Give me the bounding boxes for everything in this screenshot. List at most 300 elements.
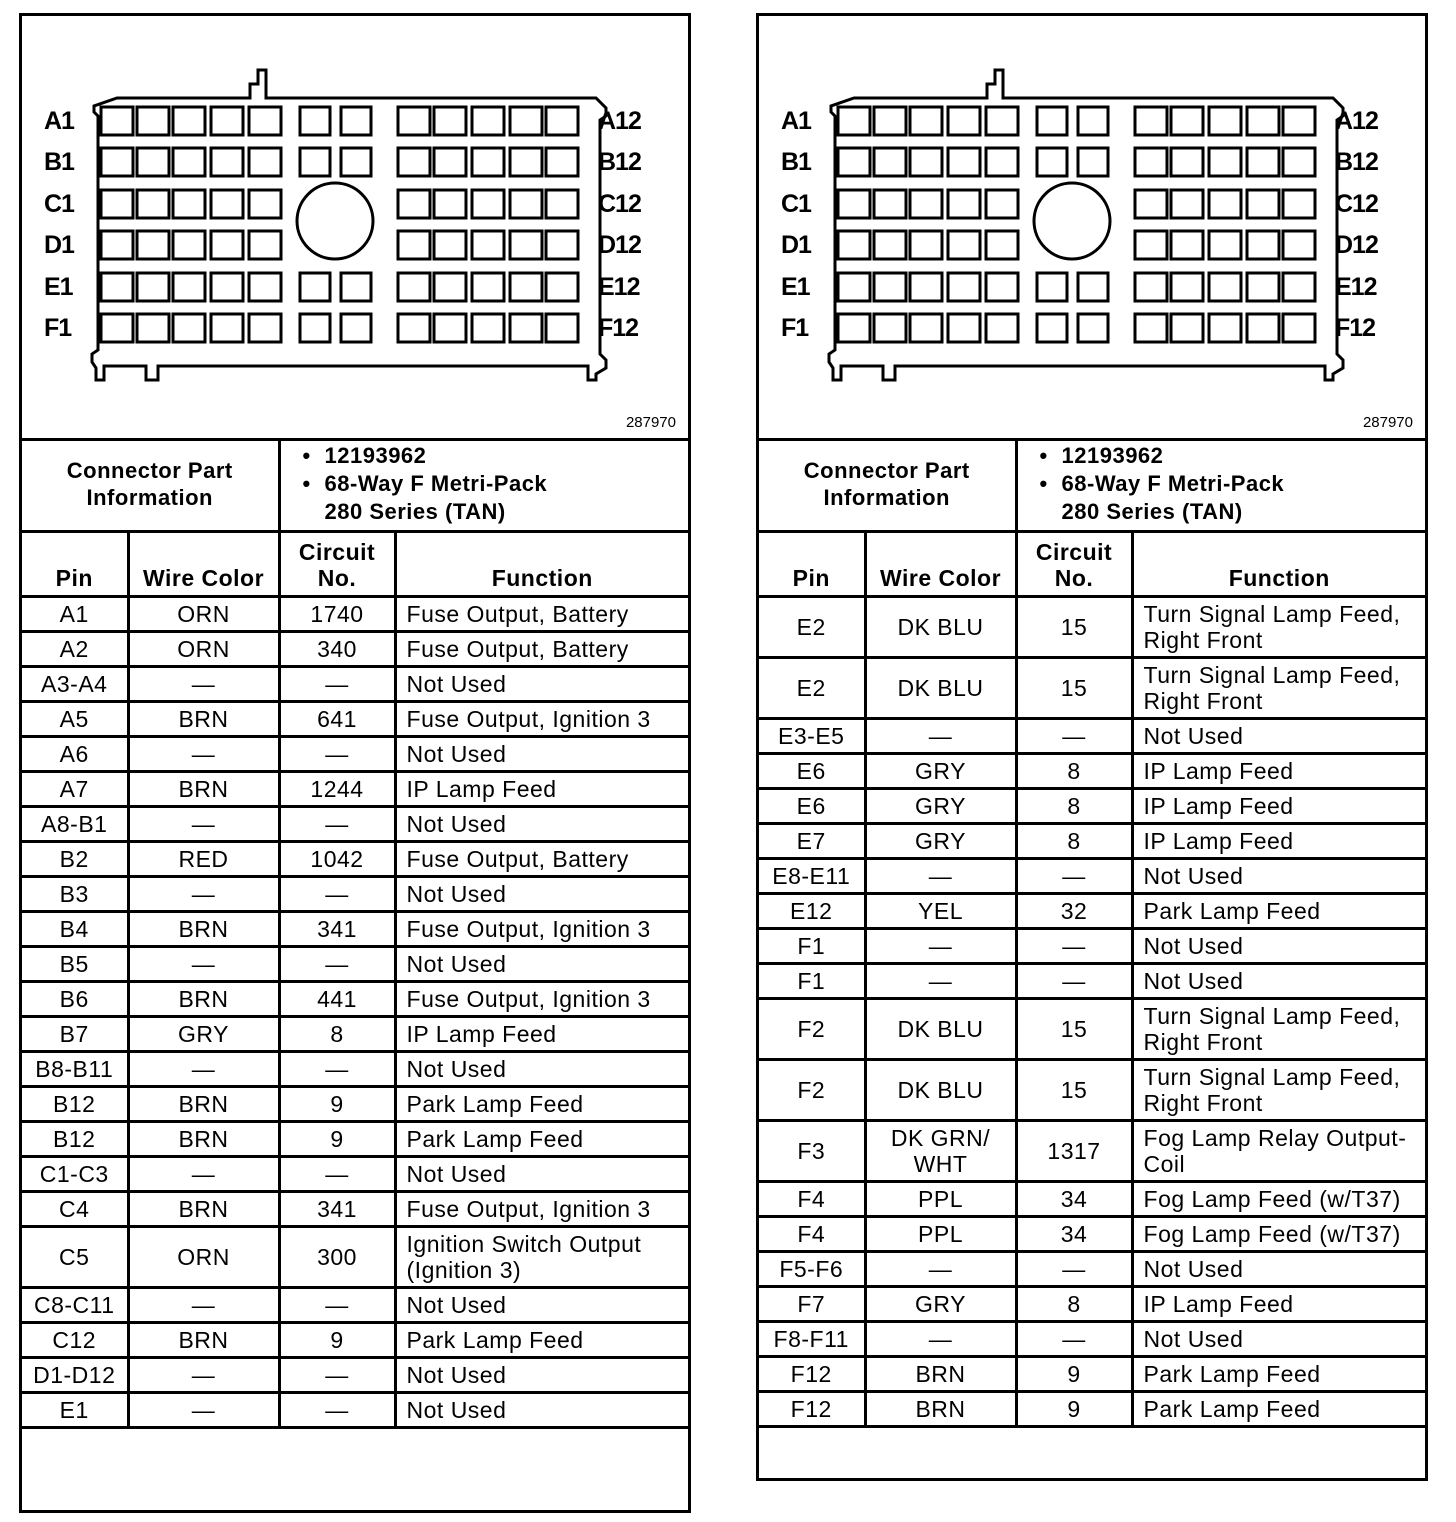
pin-cavity [1247,314,1279,342]
pin-label-right: A12 [1335,107,1378,135]
function-cell: Park Lamp Feed [1132,894,1425,929]
pin-cell: C12 [22,1323,128,1358]
pin-cell: F7 [759,1287,865,1322]
pin-cavity [1247,231,1279,259]
pin-cell: F12 [759,1392,865,1427]
pin-cell: E3-E5 [759,719,865,754]
table-row [22,1288,688,1323]
pin-cell: A1 [22,597,128,632]
circuit-cell: — [279,877,395,912]
pin-cavity [300,148,330,176]
pin-cell: F2 [759,999,865,1060]
pin-cavity [1037,107,1067,135]
wire-color-cell: — [128,947,279,982]
pin-cell: B6 [22,982,128,1017]
circuit-cell: 15 [1016,1060,1132,1121]
wire-color-cell: — [865,859,1016,894]
function-cell: Turn Signal Lamp Feed, Right Front [1132,999,1425,1060]
wire-color-cell: — [128,1157,279,1192]
center-bolt-hole [297,183,373,259]
wire-color-cell: GRY [128,1017,279,1052]
pin-cavity [1283,273,1315,301]
pin-cell: F4 [759,1182,865,1217]
pin-cavity [300,273,330,301]
function-cell: Not Used [1132,719,1425,754]
pin-cavity [510,273,542,301]
function-cell: Not Used [395,1052,688,1087]
wire-color-cell: BRN [128,1323,279,1358]
pin-cavity [948,314,980,342]
wire-color-cell: — [128,737,279,772]
table-row [759,658,1425,719]
connector-part-info [279,438,688,532]
circuit-cell: — [279,1393,395,1428]
pin-cavity [472,314,504,342]
function-cell: Park Lamp Feed [1132,1357,1425,1392]
function-cell: Not Used [395,737,688,772]
pin-cavity [510,107,542,135]
circuit-cell: 8 [1016,824,1132,859]
pin-cavity [910,148,942,176]
pin-cavity [838,273,870,301]
table-row [22,1192,688,1227]
part-description-line1: 68-Way F Metri-Pack [324,471,548,496]
table-row [22,947,688,982]
pin-cavity [1171,148,1203,176]
wire-color-cell: — [128,1393,279,1428]
pin-label-right: D12 [1335,231,1378,259]
function-cell: Fuse Output, Ignition 3 [395,702,688,737]
table-row [22,1052,688,1087]
pin-cell: B3 [22,877,128,912]
pin-cavity [986,190,1018,218]
function-cell: Fog Lamp Feed (w/T37) [1132,1217,1425,1252]
circuit-cell: 8 [1016,1287,1132,1322]
col-function: Function [1132,532,1425,597]
pin-cell: A7 [22,772,128,807]
pin-cavity [910,273,942,301]
circuit-cell: — [1016,1322,1132,1357]
circuit-cell: 441 [279,982,395,1017]
table-row [759,1392,1425,1427]
table-row [22,1323,688,1358]
table-row [22,597,688,632]
pin-cavity [1078,148,1108,176]
pin-cavity [510,190,542,218]
part-description [325,470,688,526]
pin-cavity [1171,231,1203,259]
column-headers [22,532,688,597]
pin-cavity [948,273,980,301]
pin-cavity [472,107,504,135]
part-number: • 12193962 [1062,442,1425,470]
function-cell: IP Lamp Feed [1132,754,1425,789]
wire-color-cell: BRN [128,982,279,1017]
circuit-cell: — [1016,1252,1132,1287]
pin-cell: C1-C3 [22,1157,128,1192]
table-row [22,1157,688,1192]
pin-label-right: C12 [1335,190,1378,218]
figure-number: 287970 [1362,414,1413,431]
pin-label-left: A1 [44,107,74,135]
pin-cell: F5-F6 [759,1252,865,1287]
pin-cavity [838,231,870,259]
pin-cell: A8-B1 [22,807,128,842]
wire-color-cell: BRN [128,772,279,807]
table-row [22,877,688,912]
table-row [22,842,688,877]
pin-cavity [249,273,281,301]
pin-cavity [398,148,430,176]
pin-cavity [137,190,169,218]
pin-cell: E6 [759,789,865,824]
function-cell: Park Lamp Feed [1132,1392,1425,1427]
pin-cavity [1209,148,1241,176]
wire-color-cell: BRN [128,1192,279,1227]
wire-color-cell: BRN [865,1392,1016,1427]
pin-cavity [986,231,1018,259]
pin-cavity [398,273,430,301]
pin-cavity [137,273,169,301]
pin-label-left: C1 [44,190,74,218]
function-cell: Park Lamp Feed [395,1122,688,1157]
circuit-cell: 641 [279,702,395,737]
wire-color-cell: PPL [865,1182,1016,1217]
wire-color-cell: PPL [865,1217,1016,1252]
pin-cell: F3 [759,1121,865,1182]
table-row [759,1060,1425,1121]
wire-color-cell: DK BLU [865,597,1016,658]
pin-cell: A2 [22,632,128,667]
function-cell: IP Lamp Feed [1132,824,1425,859]
col-pin: Pin [22,532,128,597]
table-row [759,999,1425,1060]
pin-cavity [211,231,243,259]
pin-cavity [546,107,578,135]
pin-cavity [1135,231,1167,259]
wire-color-cell: — [128,1358,279,1393]
wire-color-cell: — [865,1322,1016,1357]
pin-cavity [1135,273,1167,301]
pin-label-left: E1 [781,273,810,301]
pin-cavity [510,231,542,259]
wire-color-cell: GRY [865,789,1016,824]
pin-cavity [1247,273,1279,301]
function-cell: Not Used [395,1393,688,1428]
function-cell: IP Lamp Feed [1132,1287,1425,1322]
pin-cell: E6 [759,754,865,789]
connector-panel-right [756,13,1428,1481]
function-cell: Not Used [1132,1322,1425,1357]
pin-label-left: A1 [781,107,811,135]
pin-cavity [986,148,1018,176]
pin-cavity [211,148,243,176]
pin-cavity [1283,314,1315,342]
wire-color-cell: DK BLU [865,999,1016,1060]
table-row [759,1357,1425,1392]
pin-cavity [1135,314,1167,342]
pin-cell: D1-D12 [22,1358,128,1393]
pin-cavity [173,148,205,176]
function-cell: Fuse Output, Battery [395,632,688,667]
table-row [759,597,1425,658]
pin-cavity [341,273,371,301]
function-cell: Fog Lamp Relay Output-Coil [1132,1121,1425,1182]
pin-cell: E1 [22,1393,128,1428]
pin-cavity [300,314,330,342]
circuit-cell: — [279,1358,395,1393]
pin-label-left: B1 [44,148,74,176]
function-cell: Park Lamp Feed [395,1323,688,1358]
pin-cavity [986,107,1018,135]
table-row [759,754,1425,789]
circuit-cell: — [279,1288,395,1323]
pin-cell: A6 [22,737,128,772]
pin-cavity [434,190,466,218]
pin-cavity [137,231,169,259]
pin-cavity [1078,314,1108,342]
pin-cell: C8-C11 [22,1288,128,1323]
pin-cavity [1283,190,1315,218]
circuit-cell: — [279,737,395,772]
pin-cavity [510,148,542,176]
function-cell: Ignition Switch Output (Ignition 3) [395,1227,688,1288]
pin-label-left: D1 [781,231,811,259]
function-cell: Not Used [395,1358,688,1393]
pin-cavity [398,314,430,342]
wire-color-cell: ORN [128,1227,279,1288]
table-row [759,859,1425,894]
circuit-cell: — [279,1157,395,1192]
pin-cell: A5 [22,702,128,737]
part-description-line2: 280 Series (TAN) [324,499,506,524]
circuit-cell: — [1016,929,1132,964]
pin-cavity [1283,107,1315,135]
pinout-table [22,438,688,1429]
wire-color-cell: ORN [128,632,279,667]
pin-cavity [1078,107,1108,135]
function-cell: Not Used [1132,859,1425,894]
wire-color-cell: — [128,807,279,842]
function-cell: Fog Lamp Feed (w/T37) [1132,1182,1425,1217]
pin-cavity [1037,273,1067,301]
connector-panel-left [19,13,691,1513]
pin-cavity [472,231,504,259]
pin-cell: B12 [22,1122,128,1157]
pin-cavity [1037,314,1067,342]
circuit-cell: 32 [1016,894,1132,929]
pin-cavity [510,314,542,342]
pin-cavity [101,107,133,135]
circuit-cell: 1317 [1016,1121,1132,1182]
pin-cavity [1135,107,1167,135]
table-row [22,912,688,947]
wire-color-cell: RED [128,842,279,877]
table-row [759,894,1425,929]
function-cell: Not Used [395,877,688,912]
col-circuit [279,532,395,597]
table-row [759,1287,1425,1322]
pin-label-right: E12 [598,273,640,301]
pin-cavity [948,231,980,259]
pinout-table [759,438,1425,1428]
circuit-cell: 9 [279,1087,395,1122]
table-row [22,1017,688,1052]
pin-cavity [101,190,133,218]
pin-cavity [101,314,133,342]
wire-color-cell: — [865,719,1016,754]
circuit-cell: 34 [1016,1217,1132,1252]
circuit-cell: — [279,1052,395,1087]
pin-cavity [948,107,980,135]
pin-label-right: B12 [1335,148,1378,176]
pin-cavity [1171,190,1203,218]
table-row [759,1217,1425,1252]
function-cell: Fuse Output, Battery [395,597,688,632]
circuit-cell: 8 [1016,754,1132,789]
circuit-cell: 1042 [279,842,395,877]
pin-cavity [211,273,243,301]
pin-cavity [434,148,466,176]
pin-label-left: B1 [781,148,811,176]
pinout-rows [759,597,1425,1427]
pin-cavity [874,190,906,218]
table-row [759,824,1425,859]
pin-cavity [874,148,906,176]
pin-cell: E7 [759,824,865,859]
pin-label-left: E1 [44,273,73,301]
wire-color-cell: DK BLU [865,658,1016,719]
wire-color-cell: — [865,1252,1016,1287]
function-cell: Not Used [395,1288,688,1323]
pin-cavity [838,314,870,342]
pin-label-right: A12 [598,107,641,135]
circuit-cell: — [279,807,395,842]
table-row [22,982,688,1017]
pin-cavity [173,314,205,342]
connector-diagram [22,16,688,441]
pin-cavity [211,314,243,342]
wire-color-cell: — [128,667,279,702]
pin-cavity [300,107,330,135]
table-row [759,929,1425,964]
pin-cavity [434,314,466,342]
circuit-cell: — [1016,964,1132,999]
circuit-cell: 15 [1016,999,1132,1060]
circuit-cell: 8 [279,1017,395,1052]
pin-label-left: F1 [44,314,72,342]
pin-cavity [249,107,281,135]
pin-cell: C4 [22,1192,128,1227]
table-row [22,1087,688,1122]
wire-color-cell: — [128,1288,279,1323]
connector-part-label: Connector Part Information [22,438,279,532]
function-cell: Turn Signal Lamp Feed, Right Front [1132,658,1425,719]
function-cell: Fuse Output, Battery [395,842,688,877]
wire-color-cell: — [865,964,1016,999]
function-cell: Not Used [1132,1252,1425,1287]
wire-color-cell: GRY [865,824,1016,859]
pin-cell: F12 [759,1357,865,1392]
connector-part-header [22,438,688,532]
pin-cavity [1135,148,1167,176]
function-cell: Not Used [395,1157,688,1192]
circuit-cell: — [279,947,395,982]
pin-cavity [1078,273,1108,301]
pin-cell: E8-E11 [759,859,865,894]
function-cell: IP Lamp Feed [395,1017,688,1052]
pin-cavity [101,273,133,301]
pin-cavity [1171,107,1203,135]
table-row [22,632,688,667]
pin-cavity [838,148,870,176]
table-row [759,1121,1425,1182]
pin-cavity [249,148,281,176]
pin-cavity [910,314,942,342]
pin-cavity [874,314,906,342]
circuit-cell: 9 [1016,1357,1132,1392]
pin-cell: B8-B11 [22,1052,128,1087]
pin-cavity [1171,273,1203,301]
pin-cavity [398,190,430,218]
circuit-cell: 9 [1016,1392,1132,1427]
circuit-cell: — [1016,719,1132,754]
pin-cavity [546,231,578,259]
circuit-cell: 9 [279,1122,395,1157]
pin-label-left: C1 [781,190,811,218]
circuit-cell: 300 [279,1227,395,1288]
wire-color-cell: — [128,1052,279,1087]
pin-cell: A3-A4 [22,667,128,702]
pin-cavity [434,273,466,301]
pin-cell: B4 [22,912,128,947]
pin-cavity [137,314,169,342]
pin-cavity [838,107,870,135]
pin-cell: C5 [22,1227,128,1288]
col-circuit-line2: No. [317,565,357,591]
pin-label-right: E12 [1335,273,1377,301]
pin-cavity [249,190,281,218]
col-wire-color: Wire Color [128,532,279,597]
pin-cavity [249,314,281,342]
pin-cavity [1135,190,1167,218]
pin-cavity [1209,314,1241,342]
table-row [759,789,1425,824]
pin-label-left: D1 [44,231,74,259]
wire-color-cell: BRN [128,912,279,947]
pin-cell: F4 [759,1217,865,1252]
circuit-cell: — [279,667,395,702]
pin-cell: F1 [759,964,865,999]
col-function: Function [395,532,688,597]
pin-cavity [1247,148,1279,176]
pin-cavity [211,190,243,218]
pin-cavity [1247,190,1279,218]
part-description-line1: 68-Way F Metri-Pack [1061,471,1285,496]
col-circuit-line2: No. [1054,565,1094,591]
part-description [1062,470,1425,526]
function-cell: Not Used [395,807,688,842]
function-cell: Fuse Output, Ignition 3 [395,912,688,947]
pin-cavity [434,231,466,259]
wire-color-cell: — [865,929,1016,964]
wire-color-cell: BRN [128,1122,279,1157]
pin-cavity [211,107,243,135]
wire-color-cell: GRY [865,754,1016,789]
part-description-line2: 280 Series (TAN) [1061,499,1243,524]
wire-color-cell: DK BLU [865,1060,1016,1121]
pin-cavity [137,107,169,135]
